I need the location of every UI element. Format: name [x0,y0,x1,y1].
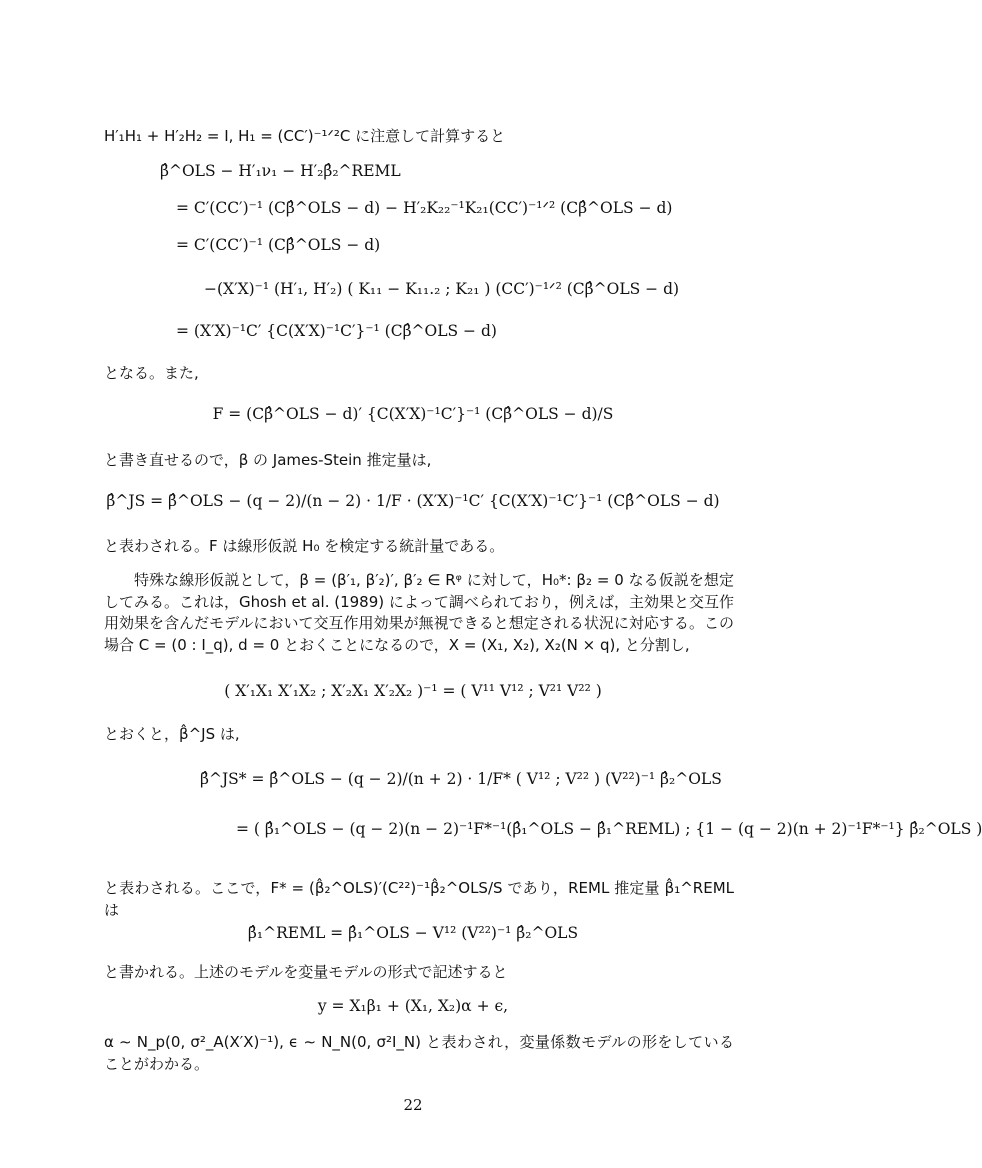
paragraph-f-statistic: と表わされる。F は線形仮説 H₀ を検定する統計量である。 [104,537,505,555]
paragraph-beta-js: とおくと，β̂^JS は, [104,725,240,743]
equation-1-line-1: β̂^OLS − H′₁ν₁ − H′₂β̂₂^REML [160,162,401,180]
equation-1-line-4: −(X′X)⁻¹ (H′₁, H′₂) ( K₁₁ − K₁₁.₂ ; K₂₁ ) (CC′)⁻¹ᐟ² (Cβ̂^OLS − d) [204,280,680,298]
equation-1-line-5: = (X′X)⁻¹C′ {C(X′X)⁻¹C′}⁻¹ (Cβ̂^OLS − d) [176,322,497,340]
equation-4: ( X′₁X₁ X′₁X₂ ; X′₂X₁ X′₂X₂ )⁻¹ = ( V¹¹ V¹² ; V²¹ V²² ) [224,682,602,700]
equation-5-line-1: β̂^JS* = β̂^OLS − (q − 2)/(n + 2) · 1/F* ( V¹² ; V²² ) (V²²)⁻¹ β̂₂^OLS [200,770,722,788]
equation-5-line-2: = ( β̂₁^OLS − (q − 2)(n − 2)⁻¹F*⁻¹(β̂₁^OLS − β̂₁^REML) ; {1 − (q − 2)(n + 2)⁻¹F*⁻¹} β̂₂^OLS ) [236,820,982,838]
paragraph-after-eq1: となる。また, [104,364,199,382]
paragraph-special-hypothesis: 特殊な線形仮説として，β = (β′₁, β′₂)′, β′₂ ∈ Rᵠ に対して，H₀*: β₂ = 0 なる仮説を想定してみる。これは，Ghosh et al. (1989) によって調べられており，例えば，主効果と交互作用効果を含んだモデルにおいて交互作用効果が無視できると想定される状況に対応する。この場合 C = (0 : I_q), d = 0 とおくことになるので，X = (X₁, X₂), X₂(N × q), と分割し, [104,571,734,654]
paragraph-conclusion: α ∼ N_p(0, σ²_A(X′X)⁻¹), ϵ ∼ N_N(0, σ²I_N) と表わされ，変量係数モデルの形をしていることがわかる。 [104,1033,734,1073]
equation-7: y = X₁β₁ + (X₁, X₂)α + ϵ, [317,997,509,1015]
equation-3: β̂^JS = β̂^OLS − (q − 2)/(n − 2) · 1/F · (X′X)⁻¹C′ {C(X′X)⁻¹C′}⁻¹ (Cβ̂^OLS − d) [106,492,720,510]
paragraph-variable-model: と書かれる。上述のモデルを変量モデルの形式で記述すると [104,963,508,981]
page-number: 22 [403,1096,423,1114]
paragraph-f-star: と表わされる。ここで，F* = (β̂₂^OLS)′(C²²)⁻¹β̂₂^OLS/S であり，REML 推定量 β̂₁^REML は [104,879,734,919]
paragraph-james-stein: と書き直せるので，β の James-Stein 推定量は, [104,451,432,469]
equation-2: F = (Cβ̂^OLS − d)′ {C(X′X)⁻¹C′}⁻¹ (Cβ̂^OLS − d)/S [212,405,614,423]
paragraph-intro: H′₁H₁ + H′₂H₂ = I, H₁ = (CC′)⁻¹ᐟ²C に注意して計算すると [104,127,506,145]
equation-1-line-2: = C′(CC′)⁻¹ (Cβ̂^OLS − d) − H′₂K₂₂⁻¹K₂₁(CC′)⁻¹ᐟ² (Cβ̂^OLS − d) [176,199,673,217]
equation-6: β̂₁^REML = β̂₁^OLS − V¹² (V²²)⁻¹ β̂₂^OLS [247,924,579,942]
equation-1-line-3: = C′(CC′)⁻¹ (Cβ̂^OLS − d) [176,236,381,254]
